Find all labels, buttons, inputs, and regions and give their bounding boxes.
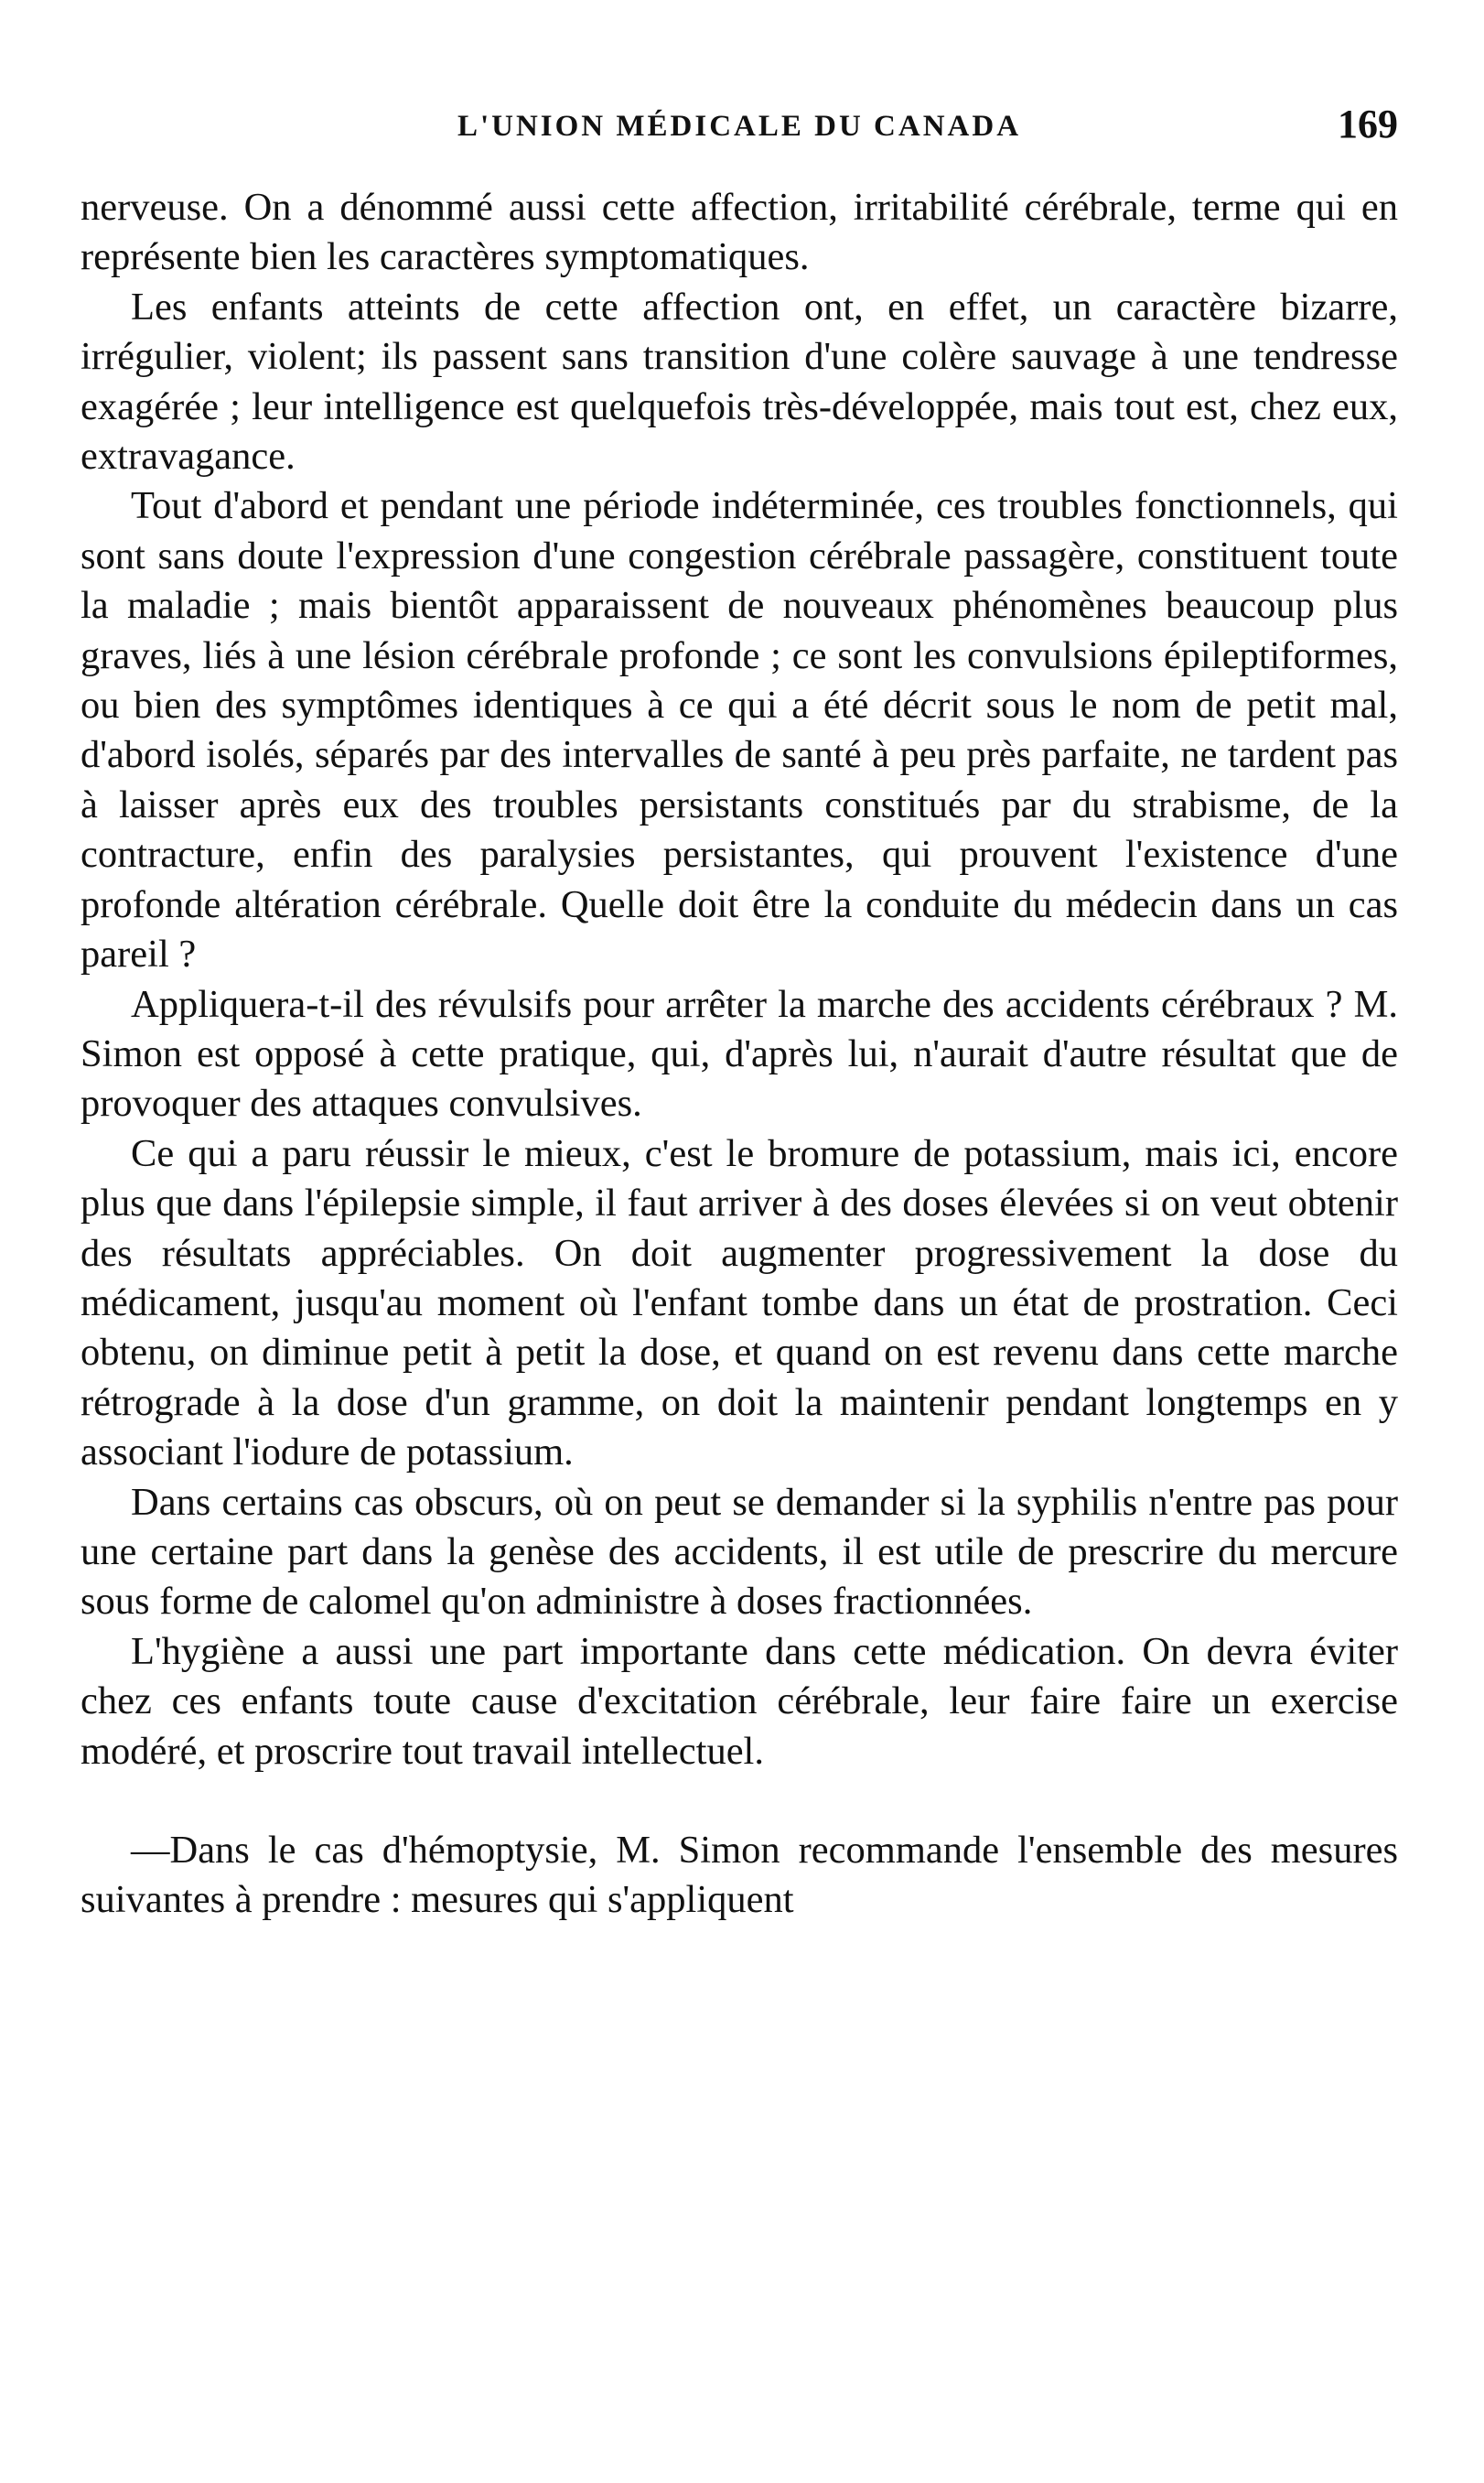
journal-title: L'UNION MÉDICALE DU CANADA (457, 110, 1022, 143)
paragraph-bromure: Ce qui a paru réussir le mieux, c'est le bromure de potassium, mais ici, encore plus que dans l'épilepsie simple, il faut arriver à des doses élevées si on veut obtenir des résultats appréciables. On doit augmenter progressivement la dose du médicament, jusqu'au moment où l'enfant tombe dans un état de prostration. Ceci obtenu, on diminue petit à petit la dose, et quand on est revenu dans cette marche rétrograde à la dose d'un gramme, on doit la maintenir pendant longtemps en y associant l'iodure de potassium. (81, 1131, 1398, 1474)
paragraph-syphilis: Dans certains cas obscurs, où on peut se demander si la syphilis n'entre pas pour une certaine part dans la genèse des accidents, il est utile de prescrire du mercure sous forme de calomel qu'on administre à doses fractionnées. (81, 1480, 1398, 1624)
paragraph-character: Les enfants atteints de cette affection ont, en effet, un caractère bizarre, irrégulier, violent; ils passent sans transition d'une colère sauvage à une tendresse exagérée ; leur intelligence est quelquefois très-développée, mais tout est, chez eux, extravagance. (81, 285, 1398, 479)
running-head (81, 92, 1398, 156)
article-body (81, 183, 1398, 1926)
page (81, 92, 1398, 1926)
paragraph-hemoptysie: —Dans le cas d'hémoptysie, M. Simon recommande l'ensemble des mesures suivantes à prendre : mesures qui s'appliquent (81, 1829, 1398, 1922)
paragraph-continuation: nerveuse. On a dénommé aussi cette affection, irritabilité cérébrale, terme qui en représente bien les caractères symptomatiques. (81, 186, 1398, 279)
paragraph-symptoms: Tout d'abord et pendant une période indéterminée, ces troubles fonctionnels, qui sont sans doute l'expression d'une congestion cérébrale passagère, constituent toute la maladie ; mais bientôt apparaissent de nouveaux phénomènes beaucoup plus graves, liés à une lésion cérébrale profonde ; ce sont les convulsions épileptiformes, ou bien des symptômes identiques à ce qui a été décrit sous le nom de petit mal, d'abord isolés, séparés par des intervalles de santé à peu près parfaite, ne tardent pas à laisser après eux des troubles persistants constitués par du strabisme, de la contracture, enfin des paralysies persistantes, qui prouvent l'existence d'une profonde altération cérébrale. Quelle doit être la conduite du médecin dans un cas pareil ? (81, 484, 1398, 977)
page-number: 169 (1338, 102, 1398, 146)
paragraph-revulsifs: Appliquera-t-il des révulsifs pour arrêter la marche des accidents cérébraux ? M. Simon est opposé à cette pratique, qui, d'après lui, n'aurait d'autre résultat que de provoquer des attaques convulsives. (81, 982, 1398, 1126)
paragraph-hygiene: L'hygiène a aussi une part importante dans cette médication. On devra éviter chez ces enfants toute cause d'excitation cérébrale, leur faire faire un exercise modéré, et proscrire tout travail intellectuel. (81, 1629, 1398, 1773)
